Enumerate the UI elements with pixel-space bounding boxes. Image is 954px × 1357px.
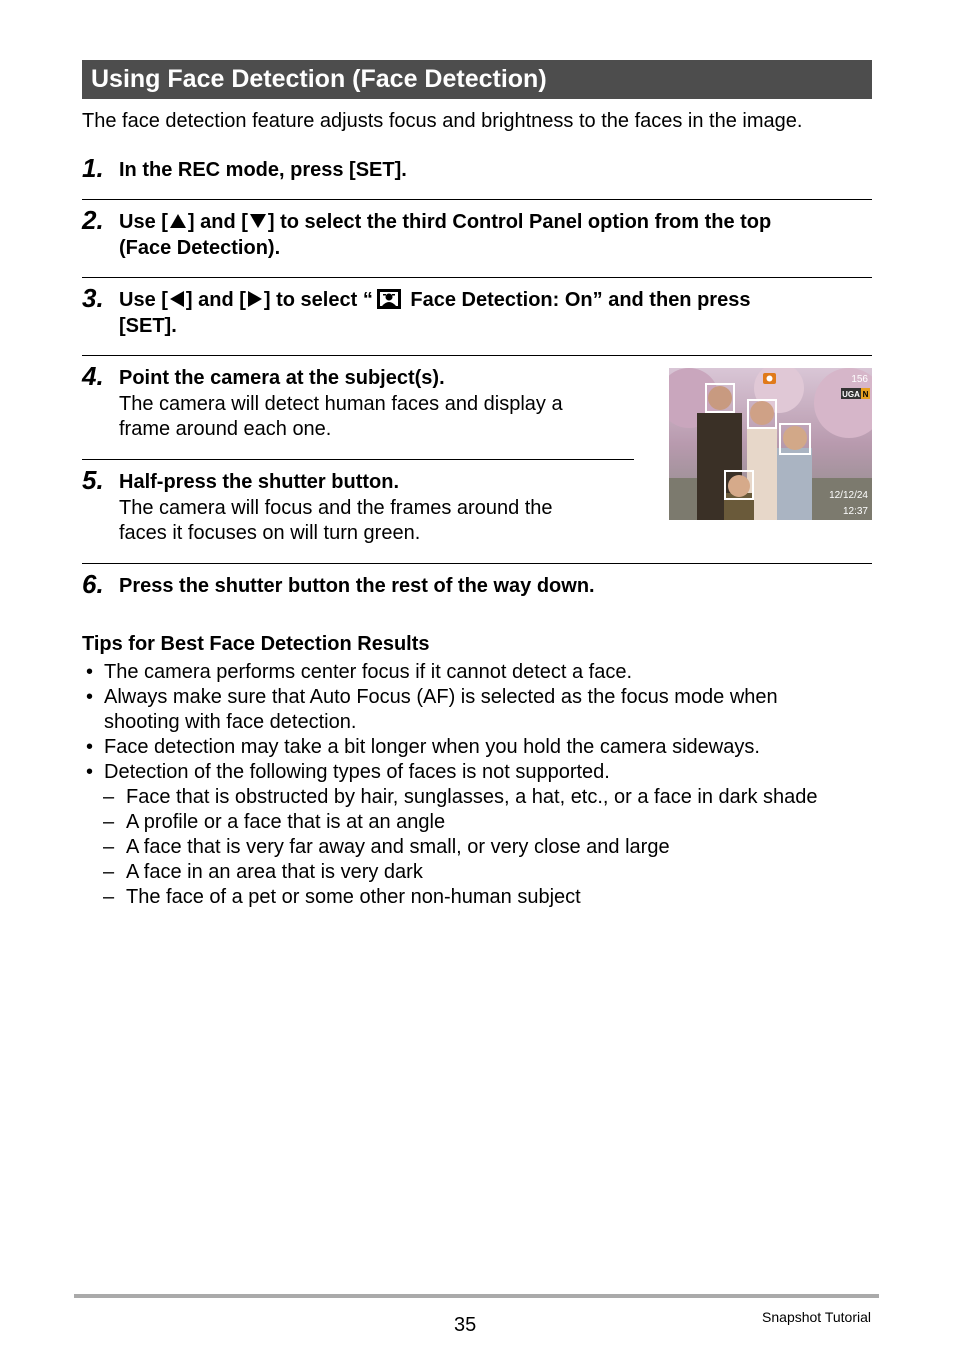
step-text: In the REC mode, press [SET]. [119, 159, 407, 181]
bullet-marker: • [86, 661, 94, 683]
step-text: Press the shutter button the rest of the way down. [119, 575, 595, 597]
step-number: 4. [82, 361, 104, 391]
up-arrow-icon [170, 214, 186, 228]
sub-list-item [82, 785, 882, 810]
list-item-text: Face detection may take a bit longer when you hold the camera sideways. [104, 736, 760, 758]
sub-list-item-text: A face in an area that is very dark [126, 861, 423, 883]
list-item-text: Always make sure that Auto Focus (AF) is selected as the focus mode when [104, 686, 778, 708]
dash-marker: – [103, 836, 115, 858]
person-head [783, 426, 807, 450]
camera-mode-icon-lens [767, 376, 773, 382]
step-text: Half-press the shutter button. [119, 471, 400, 493]
step-number: 6. [82, 569, 104, 599]
step-text-part: ] to select the third Control Panel option from the top [267, 211, 772, 233]
step-number: 5. [82, 465, 104, 495]
step-number: 1. [82, 153, 104, 183]
page-number: 35 [454, 1314, 477, 1336]
step-text-part: Use [ [119, 211, 168, 233]
dash-marker: – [103, 811, 115, 833]
step-number: 3. [82, 283, 104, 313]
sub-list-item-text: A face that is very far away and small, or very close and large [126, 836, 670, 858]
sub-list-item [82, 860, 882, 885]
dash-marker: – [103, 786, 115, 808]
intro-text: The face detection feature adjusts focus and brightness to the faces in the image. [82, 110, 803, 132]
step-text-part: ] and [ [187, 211, 248, 233]
step-text [119, 209, 771, 261]
bullet-marker: • [86, 736, 94, 758]
divider [82, 459, 634, 460]
step-description: The camera will focus and the frames around the [119, 497, 553, 519]
bullet-marker: • [86, 761, 94, 783]
step-text-part: Use [ [119, 289, 168, 311]
dash-marker: – [103, 861, 115, 883]
list-item-text: shooting with face detection. [104, 711, 357, 733]
step-text-part: ] and [ [185, 289, 246, 311]
step-text-part: ] to select “ [263, 289, 373, 311]
bullet-marker: • [86, 686, 94, 708]
tips-list [82, 660, 882, 910]
section-title: Using Face Detection (Face Detection) [82, 60, 872, 99]
step-text: Point the camera at the subject(s). [119, 367, 445, 389]
list-item [82, 735, 882, 760]
sub-list-item [82, 810, 882, 835]
list-item [82, 685, 882, 735]
person-head [728, 475, 750, 497]
down-arrow-icon [250, 214, 266, 228]
sub-list-item [82, 885, 882, 910]
list-item [82, 760, 882, 785]
divider [82, 563, 872, 564]
footer-section-label: Snapshot Tutorial [762, 1309, 871, 1325]
person-figure [777, 448, 812, 520]
sub-list-item-text: Face that is obstructed by hair, sunglasses, a hat, etc., or a face in dark shade [126, 786, 818, 808]
camera-screen-photo [669, 368, 872, 520]
step-description: faces it focuses on will turn green. [119, 522, 421, 544]
sub-list-item-text: The face of a pet or some other non-human subject [126, 886, 581, 908]
step-text-part: (Face Detection). [119, 237, 281, 259]
quality-label: N [862, 390, 869, 399]
divider [82, 277, 872, 278]
person-head [708, 386, 732, 410]
step-description: The camera will detect human faces and display a [119, 393, 563, 415]
list-item-text: Detection of the following types of faces is not supported. [104, 761, 610, 783]
footer-divider [74, 1294, 879, 1298]
right-arrow-icon [248, 291, 262, 307]
list-item [82, 660, 882, 685]
date-readout: 12/12/24 [829, 490, 868, 501]
sub-list-item-text: A profile or a face that is at an angle [126, 811, 446, 833]
sub-list-item [82, 835, 882, 860]
tips-heading: Tips for Best Face Detection Results [82, 633, 430, 655]
step-number: 2. [82, 205, 104, 235]
divider [82, 199, 872, 200]
person-figure [724, 493, 754, 520]
time-readout: 12:37 [842, 506, 868, 517]
step-description: frame around each one. [119, 418, 332, 440]
shots-remaining: 156 [851, 374, 868, 385]
divider [82, 355, 872, 356]
left-arrow-icon [170, 291, 184, 307]
step-text-part: Face Detection: On” and then press [404, 289, 751, 311]
list-item-text: The camera performs center focus if it cannot detect a face. [104, 661, 633, 683]
size-label: UGA [842, 390, 860, 399]
dash-marker: – [103, 886, 115, 908]
step-text [119, 287, 750, 339]
face-detection-icon [377, 289, 401, 309]
step-text-part: [SET]. [119, 315, 177, 337]
person-head [750, 401, 774, 425]
